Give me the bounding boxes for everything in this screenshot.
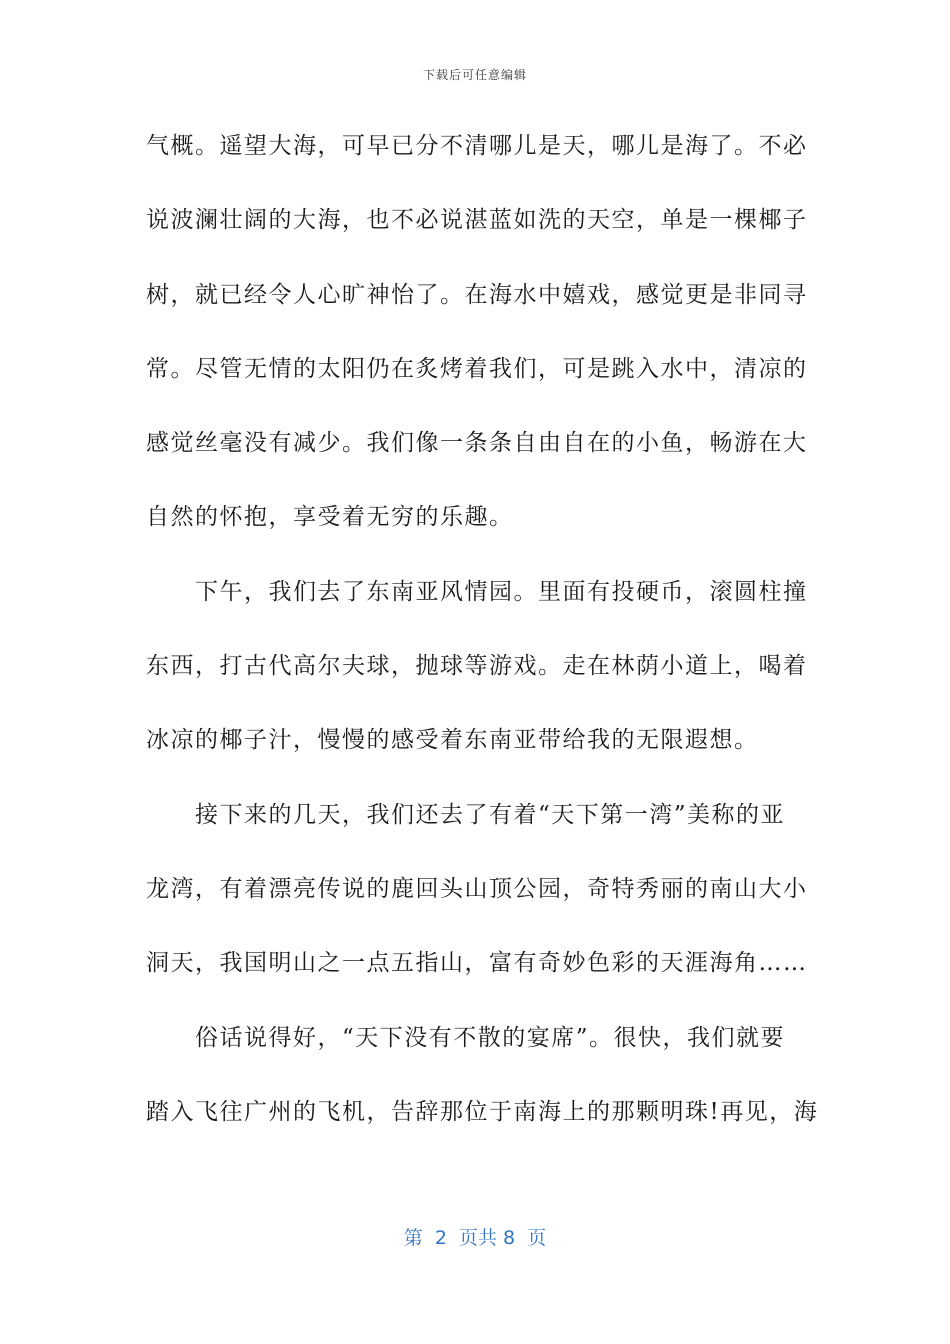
text-line: 冰凉的椰子汁，慢慢的感受着东南亚带给我的无限遐想。: [146, 727, 759, 754]
page-header-note: 下载后可任意编辑: [422, 68, 527, 82]
text-line: 东西，打古代高尔夫球，抛球等游戏。走在林荫小道上，喝着: [146, 653, 808, 680]
page-number-footer: 第 2 页共 8 页: [403, 1227, 547, 1249]
text-line: 气概。遥望大海，可早已分不清哪儿是天，哪儿是海了。不必: [146, 133, 808, 159]
text-line: 感觉丝毫没有减少。我们像一条条自由自在的小鱼，畅游在大: [146, 430, 808, 457]
text-line: 踏入飞往广州的飞机，告辞那位于南海上的那颗明珠!再见，海: [146, 1098, 819, 1125]
text-line: 自然的怀抱，享受着无穷的乐趣。: [146, 504, 514, 531]
paragraph-first-line: 接下来的几天，我们还去了有着“天下第一湾”美称的亚: [195, 801, 786, 828]
paragraph-first-line: 俗话说得好，“天下没有不散的宴席”。很快，我们就要: [195, 1024, 786, 1051]
text-line: 龙湾，有着漂亮传说的鹿回头山顶公园，奇特秀丽的南山大小: [146, 875, 808, 902]
text-line: 洞天，我国明山之一点五指山，富有奇妙色彩的天涯海角……: [146, 950, 808, 977]
text-line: 常。尽管无情的太阳仍在炙烤着我们，可是跳入水中，清凉的: [146, 355, 808, 382]
paragraph-first-line: 下午，我们去了东南亚风情园。里面有投硬币，滚圆柱撞: [195, 578, 808, 605]
text-line: 说波澜壮阔的大海，也不必说湛蓝如洗的天空，单是一棵椰子: [146, 207, 808, 234]
document-body: [146, 121, 819, 1161]
text-line: 树，就已经令人心旷神怡了。在海水中嬉戏，感觉更是非同寻: [146, 281, 808, 308]
